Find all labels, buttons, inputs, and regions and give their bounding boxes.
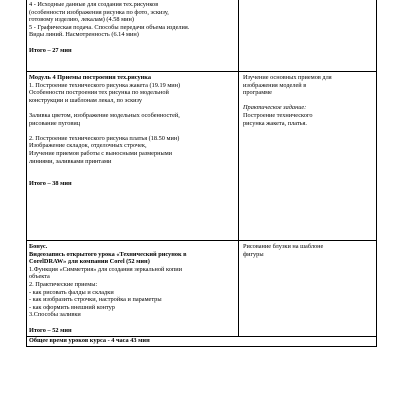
row-1-right-line xyxy=(243,97,332,105)
row-0-left-line: Виды линий. Насмотренность (6.14 мин) xyxy=(29,31,139,39)
row-0-left-cell xyxy=(29,1,189,54)
row-1-left-line: Модуль 4 Приемы построения тех.рисунка xyxy=(29,74,151,81)
row-1-right-line: Изучение основных приемов для xyxy=(243,74,332,81)
row-2-left-line: - как изобразить строчки, настройка и параметры xyxy=(29,296,162,304)
row-1-right-line: изображения моделей в xyxy=(243,81,307,89)
row-2-left-line: - как оформить внешний контур xyxy=(29,303,115,311)
row-1-left-cell xyxy=(29,74,180,188)
row-0-left-line: 4 - Исходные данные для создания тех.рисунков xyxy=(29,1,159,8)
table-border-left xyxy=(26,0,27,347)
row-2-left-line: 3.Способы заливки xyxy=(29,311,81,319)
row-2-left-line: Итого – 52 мин xyxy=(29,326,72,334)
table-border-bottom xyxy=(26,346,377,347)
row-2-left-line: Бонус. xyxy=(29,243,48,250)
row-1-left-line xyxy=(29,104,180,112)
row-2-left-line: объекта xyxy=(29,273,50,281)
row-1-right-line: рисунка жакета, платья. xyxy=(243,119,307,127)
course-program-table xyxy=(26,0,377,347)
row-1-right-line: Построение технического xyxy=(243,111,313,119)
table-column-divider xyxy=(238,0,239,336)
row-1-right-line: программе xyxy=(243,89,272,97)
row-2-left-line: 1.Функция «Симметрия» для создания зеркальной копии xyxy=(29,265,182,273)
row-2-right-cell xyxy=(243,243,323,258)
row-1-left-line: 1. Построение технического рисунка жакета (19.19 мин) xyxy=(29,81,181,89)
row-1-left-line: 2. Построение технического рисунка платья (18.50 мин) xyxy=(29,134,180,142)
row-1-left-line xyxy=(29,173,180,181)
row-1-right-cell xyxy=(243,74,332,127)
row-1-left-line: Итого – 38 мин xyxy=(29,180,72,188)
row-1-left-line: рисование пуговиц xyxy=(29,119,81,127)
row-divider-2 xyxy=(26,240,377,241)
row-0-left-line: (особенности изображения рисунка по фото, эскизу, xyxy=(29,8,169,16)
row-1-left-line: Особенности построения тех рисунка по модельной xyxy=(29,89,169,97)
row-2-left-line: - как рисовать фалды и складки xyxy=(29,288,114,296)
row-1-left-line xyxy=(29,127,180,135)
table-border-right xyxy=(376,0,377,347)
row-0-left-line: Итого – 27 мин xyxy=(29,46,72,54)
row-2-left-line: Видеозапись открытого урока «Технический рисунок в xyxy=(29,250,187,258)
row-1-right-line: Практическое задание: xyxy=(243,104,307,112)
row-2-right-line: фигуры xyxy=(243,250,264,258)
row-1-left-line xyxy=(29,165,180,173)
row-1-left-line: Изучение приемов работы с выносными размерными xyxy=(29,149,173,157)
row-0-left-line: готовому изделию, лекалам) (4.58 мин) xyxy=(29,16,134,24)
row-2-left-line: CorelDRAW» для компании Corel (52 мин) xyxy=(29,258,150,266)
row-1-left-line: конструкции и шаблонам лекал, по эскизу xyxy=(29,96,143,104)
row-divider-1 xyxy=(26,71,377,72)
row-2-left-cell xyxy=(29,243,187,334)
row-2-left-line xyxy=(29,319,187,327)
row-1-left-line: Заливка цветом, изображение модельных особенностей, xyxy=(29,111,180,119)
row-1-left-line: Изображение складок, отделочных строчек, xyxy=(29,142,147,150)
row-0-left-line: 5 - Графическая подача. Способы передачи объема изделия. xyxy=(29,23,190,31)
row-1-left-line: линиями, заливками принтами xyxy=(29,157,112,165)
row-0-left-line xyxy=(29,39,189,47)
row-3-left-line: Общее время уроков курса - 4 часа 43 мин xyxy=(29,337,150,344)
row-2-left-line: 2. Практические приемы: xyxy=(29,280,98,288)
row-2-right-line: Рисование блузки на шаблоне xyxy=(243,243,324,250)
row-3-left-cell xyxy=(29,337,150,345)
